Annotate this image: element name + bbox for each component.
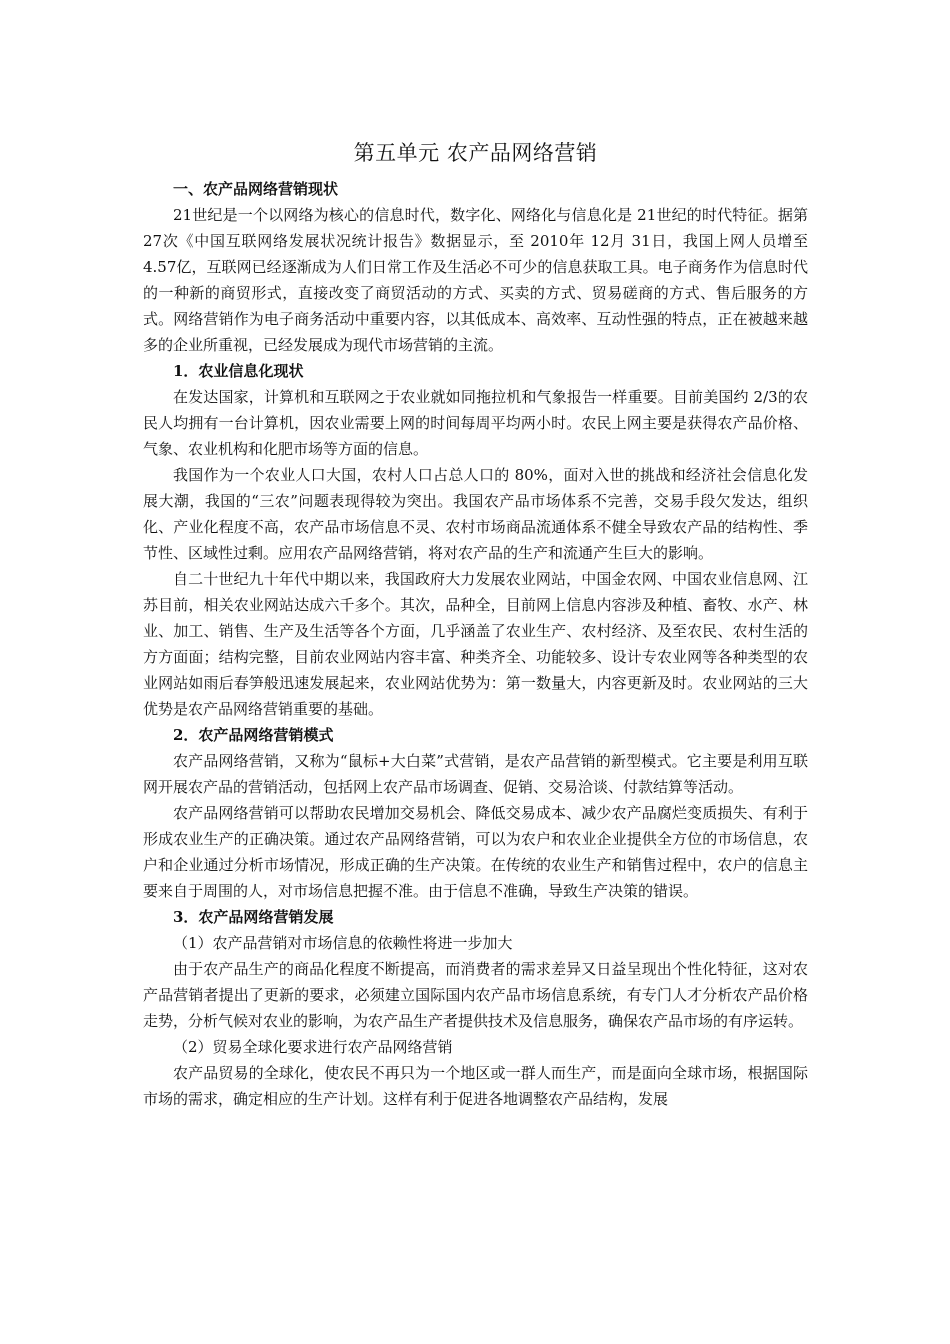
paragraph-marketing-benefits: 农产品网络营销可以帮助农民增加交易机会、降低交易成本、减少农产品腐烂变质损失、有利于形成农业生产的正确决策。通过农产品网络营销，可以为农户和农业企业提供全方位的市场信息，农户和企业通过分析市场情况，形成正确的生产决策。在传统的农业生产和销售过程中，农户的信息主要来自于周围的人，对市场信息把握不准。由于信息不准确，导致生产决策的错误。 bbox=[143, 804, 808, 900]
document-title: 第五单元 农产品网络营销 bbox=[353, 141, 598, 165]
document-page bbox=[143, 138, 808, 1112]
list-item-heading-2: （2）贸易全球化要求进行农产品网络营销 bbox=[173, 1038, 453, 1056]
paragraph-globalization: 农产品贸易的全球化，使农民不再只为一个地区或一群人而生产，而是面向全球市场，根据国际市场的需求，确定相应的生产计划。这样有利于促进各地调整农产品结构，发展 bbox=[143, 1064, 808, 1108]
paragraph-market-information: 由于农产品生产的商品化程度不断提高，而消费者的需求差异又日益呈现出个性化特征，这对农产品营销者提出了更新的要求，必须建立国际国内农产品市场信息系统，有专门人才分析农产品价格走势，分析气候对农业的影响，为农产品生产者提供技术及信息服务，确保农产品市场的有序运转。 bbox=[143, 960, 808, 1030]
subsection-heading-marketing-development: 3．农产品网络营销发展 bbox=[173, 908, 334, 926]
paragraph-developed-countries: 在发达国家，计算机和互联网之于农业就如同拖拉机和气象报告一样重要。目前美国约 2/3的农民人均拥有一台计算机，因农业需要上网的时间每周平均两小时。农民上网主要是获得农产品价格、气象、农业机构和化肥市场等方面的信息。 bbox=[143, 388, 808, 458]
subsection-heading-agri-informatization: 1．农业信息化现状 bbox=[173, 362, 304, 380]
paragraph-agri-websites: 自二十世纪九十年代中期以来，我国政府大力发展农业网站，中国金农网、中国农业信息网、江苏目前，相关农业网站达成六千多个。其次，品种全，目前网上信息内容涉及种植、畜牧、水产、林业、加工、销售、生产及生活等各个方面，几乎涵盖了农业生产、农村经济、及至农民、农村生活的方方面面；结构完整，目前农业网站内容丰富、种类齐全、功能较多、设计专农业网等各种类型的农业网站如雨后春笋般迅速发展起来，农业网站优势为：第一数量大，内容更新及时。农业网站的三大优势是农产品网络营销重要的基础。 bbox=[143, 570, 808, 718]
paragraph-china-agriculture: 我国作为一个农业人口大国，农村人口占总人口的 80%，面对入世的挑战和经济社会信息化发展大潮，我国的“三农”问题表现得较为突出。我国农产品市场体系不完善，交易手段欠发达，组织化、产业化程度不高，农产品市场信息不灵、农村市场商品流通体系不健全导致农产品的结构性、季节性、区域性过剩。应用农产品网络营销，将对农产品的生产和流通产生巨大的影响。 bbox=[143, 466, 808, 562]
section-heading-current-status: 一、农产品网络营销现状 bbox=[173, 180, 339, 198]
list-item-heading-1: （1）农产品营销对市场信息的依赖性将进一步加大 bbox=[173, 934, 513, 952]
paragraph-marketing-definition: 农产品网络营销，又称为“鼠标+大白菜”式营销，是农产品营销的新型模式。它主要是利用互联网开展农产品的营销活动，包括网上农产品市场调查、促销、交易洽谈、付款结算等活动。 bbox=[143, 752, 808, 796]
subsection-heading-marketing-model: 2．农产品网络营销模式 bbox=[173, 726, 334, 744]
paragraph-intro: 21世纪是一个以网络为核心的信息时代，数字化、网络化与信息化是 21世纪的时代特征。据第 27次《中国互联网络发展状况统计报告》数据显示，至 2010年 12月 31日，我国上网人员增至 4.57亿，互联网已经逐渐成为人们日常工作及生活必不可少的信息获取工具。电子商务作为信息时代的一种新的商贸形式，直接改变了商贸活动的方式、买卖的方式、贸易磋商的方式、售后服务的方式。网络营销作为电子商务活动中重要内容，以其低成本、高效率、互动性强的特点，正在被越来越多的企业所重视，已经发展成为现代市场营销的主流。 bbox=[143, 206, 808, 354]
